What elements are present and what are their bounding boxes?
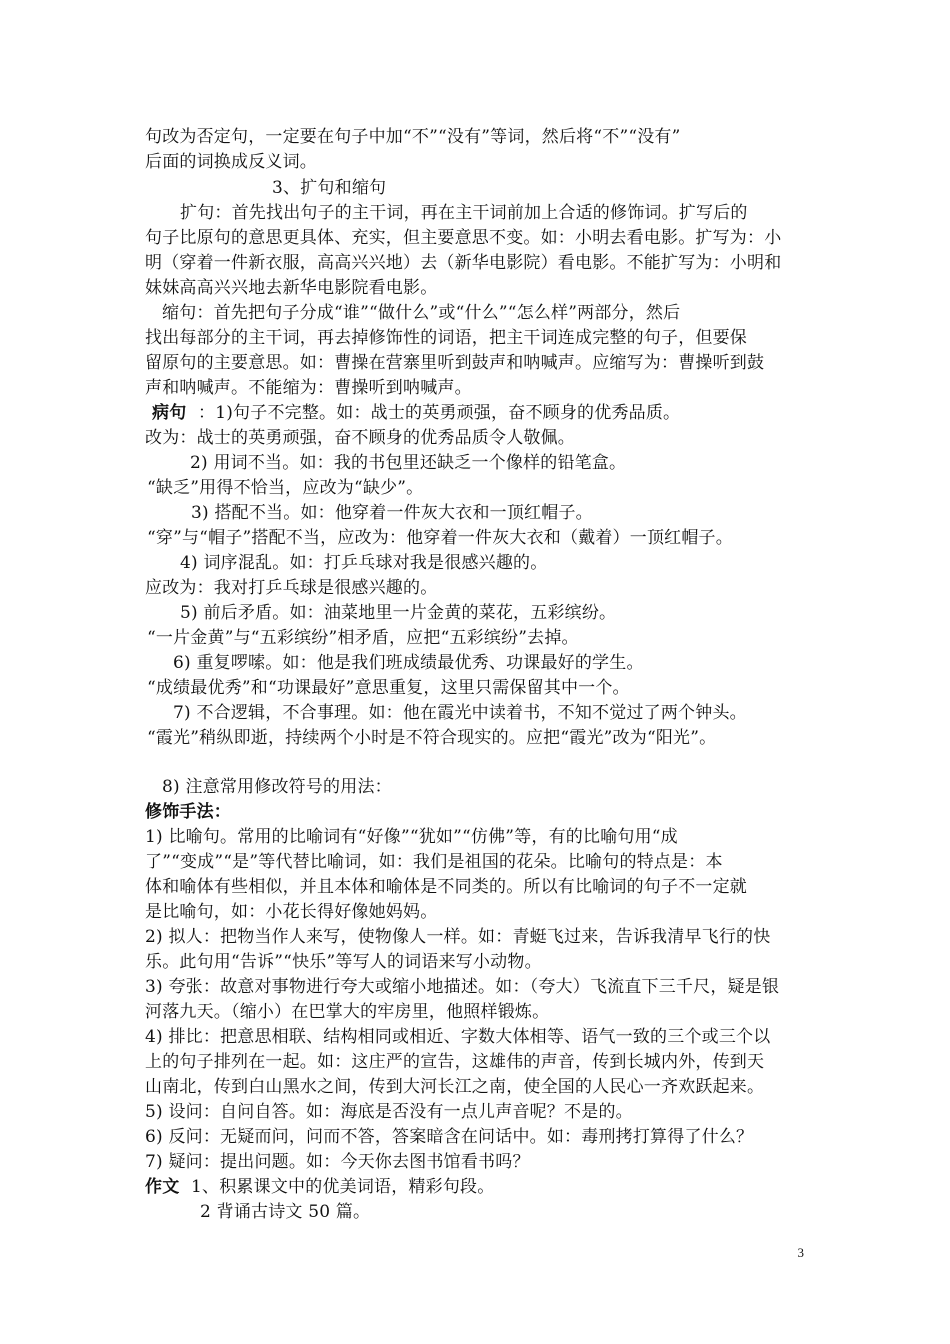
text-line: 了”“变成”“是”等代替比喻词，如：我们是祖国的花朵。比喻句的特点是：本 bbox=[145, 852, 723, 872]
text-line: 扩句：首先找出句子的主干词，再在主干词前加上合适的修饰词。扩写后的 bbox=[180, 203, 748, 223]
text-line: 4) 排比：把意思相联、结构相同或相近、字数大体相等、语气一致的三个或三个以 bbox=[145, 1027, 771, 1047]
text-line: 5) 设问：自问自答。如：海底是否没有一点儿声音呢？不是的。 bbox=[145, 1102, 633, 1122]
text-line: 3) 搭配不当。如：他穿着一件灰大衣和一顶红帽子。 bbox=[191, 503, 593, 523]
text-line: 后面的词换成反义词。 bbox=[145, 152, 317, 172]
text-line: “霞光”稍纵即逝，持续两个小时是不符合现实的。应把“霞光”改为“阳光”。 bbox=[147, 728, 717, 748]
text-line: 2) 拟人：把物当作人来写，使物像人一样。如：青蜓飞过来，告诉我清早飞行的快 bbox=[145, 927, 771, 947]
text-line: 是比喻句，如：小花长得好像她妈妈。 bbox=[145, 902, 438, 922]
text-line: 8) 注意常用修改符号的用法： bbox=[162, 777, 392, 797]
text-line: 7) 疑问：提出问题。如：今天你去图书馆看书吗？ bbox=[145, 1152, 530, 1172]
text-line: “一片金黄”与“五彩缤纷”相矛盾，应把“五彩缤纷”去掉。 bbox=[147, 628, 579, 648]
text-line: 2 背诵古诗文 50 篇。 bbox=[200, 1202, 371, 1222]
text-line: 6) 重复啰嗦。如：他是我们班成绩最优秀、功课最好的学生。 bbox=[173, 653, 644, 673]
text-line: 5) 前后矛盾。如：油菜地里一片金黄的菜花，五彩缤纷。 bbox=[180, 603, 617, 623]
text-line: 明（穿着一件新衣服，高高兴兴地）去（新华电影院）看电影。不能扩写为：小明和 bbox=[145, 253, 782, 273]
text-line: 1、积累课文中的优美词语，精彩句段。 bbox=[191, 1177, 495, 1197]
text-line: 1) 比喻句。常用的比喻词有“好像”“犹如”“仿佛”等，有的比喻句用“成 bbox=[145, 827, 678, 847]
text-line: 声和呐喊声。不能缩为：曹操听到呐喊声。 bbox=[145, 378, 472, 398]
text-line: 妹妹高高兴兴地去新华电影院看电影。 bbox=[145, 278, 438, 298]
text-line: 山南北，传到白山黑水之间，传到大河长江之南，使全国的人民心一齐欢跃起来。 bbox=[145, 1077, 765, 1097]
text-line: 找出每部分的主干词，再去掉修饰性的词语，把主干词连成完整的句子，但要保 bbox=[145, 328, 747, 348]
text-line: 体和喻体有些相似，并且本体和喻体是不同类的。所以有比喻词的句子不一定就 bbox=[145, 877, 747, 897]
text-line: 留原句的主要意思。如：曹操在营寨里听到鼓声和呐喊声。应缩写为：曹操听到鼓 bbox=[145, 353, 765, 373]
section-heading: 修饰手法： bbox=[145, 802, 231, 822]
text-line: “缺乏”用得不恰当，应改为“缺少”。 bbox=[147, 478, 424, 498]
text-line: 7) 不合逻辑，不合事理。如：他在霞光中读着书，不知不觉过了两个钟头。 bbox=[173, 703, 747, 723]
text-line: 改为：战士的英勇顽强，奋不顾身的优秀品质令人敬佩。 bbox=[145, 428, 575, 448]
section-heading: 3、扩句和缩句 bbox=[272, 178, 387, 198]
text-line: ：1)句子不完整。如：战士的英勇顽强，奋不顾身的优秀品质。 bbox=[198, 403, 681, 423]
text-line: 河落九天。（缩小）在巴掌大的牢房里，他照样锻炼。 bbox=[145, 1002, 550, 1022]
text-line: “成绩最优秀”和“功课最好”意思重复，这里只需保留其中一个。 bbox=[147, 678, 630, 698]
text-line: 应改为：我对打乒乓球是很感兴趣的。 bbox=[145, 578, 438, 598]
section-heading: 病句 bbox=[152, 403, 187, 423]
section-heading: 作文 bbox=[145, 1177, 180, 1197]
text-line: 6) 反问：无疑而问，问而不答，答案暗含在问话中。如：毒刑拷打算得了什么？ bbox=[145, 1127, 754, 1147]
text-line: 缩句：首先把句子分成“谁”“做什么”或“什么”“怎么样”两部分，然后 bbox=[162, 303, 681, 323]
text-line: 句改为否定句，一定要在句子中加“不”“没有”等词，然后将“不”“没有” bbox=[145, 127, 681, 147]
text-line: 上的句子排列在一起。如：这庄严的宣告，这雄伟的声音，传到长城内外，传到天 bbox=[145, 1052, 765, 1072]
text-line: 4) 词序混乱。如：打乒乓球对我是很感兴趣的。 bbox=[180, 553, 548, 573]
page-number: 3 bbox=[797, 1245, 804, 1260]
text-line: 句子比原句的意思更具体、充实，但主要意思不变。如：小明去看电影。扩写为：小 bbox=[145, 228, 782, 248]
text-line: 3) 夸张：故意对事物进行夸大或缩小地描述。如：（夸大）飞流直下三千尺，疑是银 bbox=[145, 977, 780, 997]
text-line: 2) 用词不当。如：我的书包里还缺乏一个像样的铅笔盒。 bbox=[190, 453, 627, 473]
text-line: 乐。此句用“告诉”“快乐”等写人的词语来写小动物。 bbox=[145, 952, 542, 972]
text-line: “穿”与“帽子”搭配不当，应改为：他穿着一件灰大衣和（戴着）一顶红帽子。 bbox=[147, 528, 733, 548]
